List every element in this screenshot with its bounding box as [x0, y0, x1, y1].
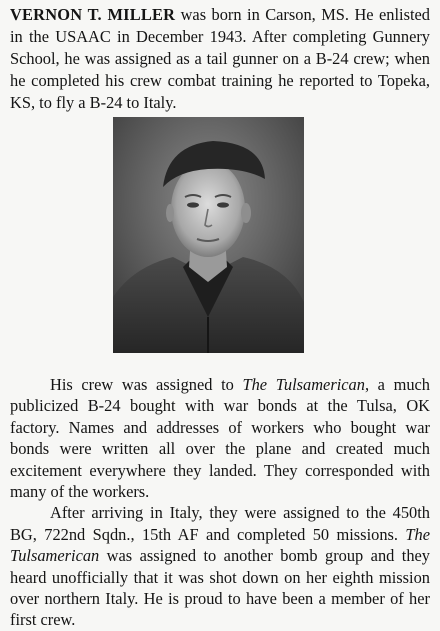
portrait-photo: [113, 117, 304, 353]
italy-text-end: was assigned to another bomb group and they heard unofficially that it was shot down on her eighth mission over northern Italy. He is proud to have been a member of her first crew.: [10, 546, 430, 630]
crew-text-end: , a much publicized B-24 bought with war bonds at the Tulsa, OK factory. Names and addresses of workers who bought war bonds were written all over the plane and created much excitement everywhere they landed. They corresponded with many of the workers.: [10, 375, 430, 502]
crew-paragraph: [10, 374, 430, 502]
crew-text-start: His crew was assigned to: [50, 375, 243, 394]
person-name: VERNON T. MILLER: [10, 5, 176, 24]
intro-text: was born in Carson, MS. He enlisted in the USAAC in December 1943. After completing Gunnery School, he was assigned as a tail gunner on a B-24 crew; when he completed his crew combat training he reported to Topeka, KS, to fly a B-24 to Italy.: [10, 5, 430, 112]
portrait-image: [113, 117, 304, 353]
plane-name-second: The Tulsamerican: [10, 524, 430, 566]
italy-paragraph: [10, 502, 430, 630]
intro-paragraph: [10, 4, 430, 114]
italy-text-start: After arriving in Italy, they were assigned to the 450th BG, 722nd Sqdn., 15th AF and completed 50 missions.: [10, 503, 430, 544]
plane-name: The Tulsamerican: [242, 375, 365, 394]
story-body: [10, 374, 430, 631]
